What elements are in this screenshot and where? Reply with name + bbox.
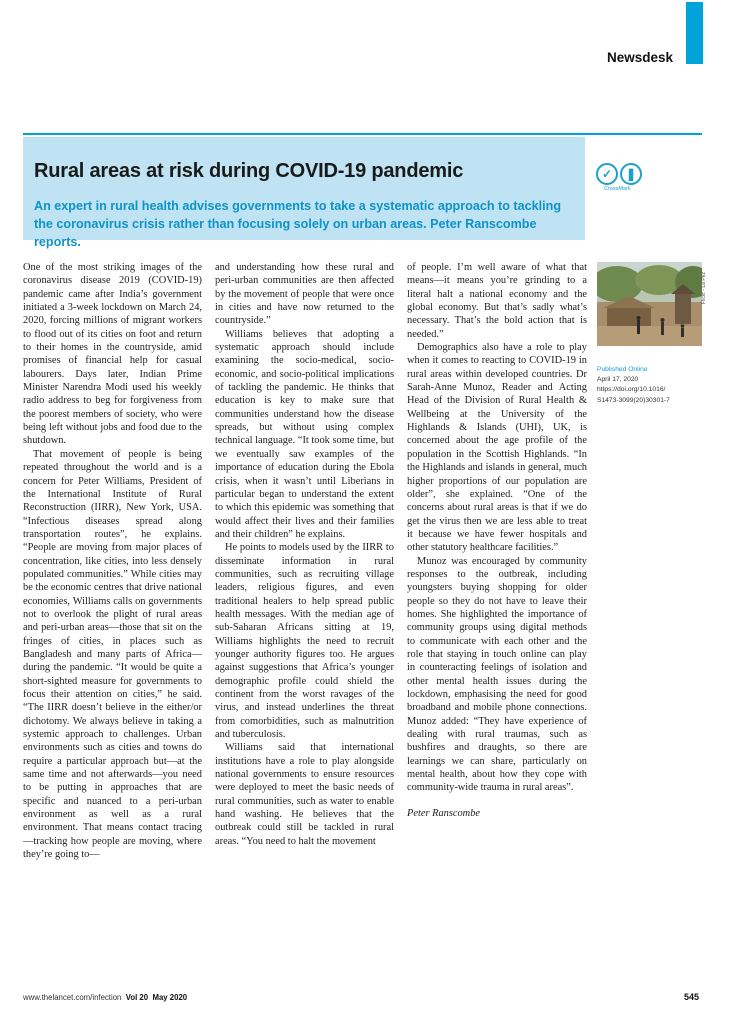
section-label: Newsdesk	[606, 50, 673, 65]
article-photo	[597, 262, 702, 346]
section-tab-marker	[686, 2, 703, 64]
check-updates-icon[interactable]: ✓	[596, 163, 618, 185]
paragraph: Williams believes that adopting a systematic approach should include examining the socio-medical, socio-economic, and socio-political implications of tackling the pandemic. He thinks that education is key to make sure that communities understand how the disease spreads, but without using complex technical language. “It took some time, but we eventually saw examples of the importance of education during the Ebola crisis, when it wasn’t until Liberians in particular began to understand the extent to which this epidemic was something that would affect their lives and their families and their children” he explains.	[215, 328, 394, 540]
journal-url[interactable]: www.thelancet.com/infection	[23, 993, 122, 1002]
paragraph: and understanding how these rural and peri-urban communities are then affected by the movement of people that were once in cities and have now returned to the countryside.”	[215, 262, 394, 327]
photo-credit: Flickr - La Pez	[701, 272, 707, 304]
bookmark-icon[interactable]: ❚	[620, 163, 642, 185]
paragraph: Munoz was encouraged by community responses to the outbreak, including youngsters buying shopping for older people so they do not have to leave their homes. She highlighted the importance of community groups using digital methods to communicate with each other and the role that staying in touch online can play in counteracting feelings of isolation and other mental health issues during the lockdown, emphasising the need for good broadband and mobile phone connections. Munoz added: “They have experience of dealing with rural traumas, such as bushfires and draughts, so there are learnings we can share, particularly on mental health, about how they cope with community-wide trauma in rural areas”.	[407, 555, 587, 794]
author-byline: Peter Ranscombe	[407, 807, 480, 819]
page-footer	[23, 993, 187, 1002]
body-column-2	[215, 261, 394, 848]
page-number: 545	[683, 992, 699, 1002]
published-line	[597, 365, 707, 375]
article-title: Rural areas at risk during COVID-19 pandemic	[34, 160, 464, 182]
volume: Vol 20	[125, 993, 149, 1002]
paragraph: Williams said that international institutions have a role to play alongside national governments to ensure resources were deployed to meet the basic needs of rural communities, such as water to enable hand washing. He believes that the outbreak could still be tackled in rural areas. “You need to halt the movement	[215, 742, 394, 847]
body-column-3	[407, 261, 587, 820]
paragraph: One of the most striking images of the coronavirus disease 2019 (COVID-19) pandemic came after India’s government initiated a 3-week lockdown on March 24, 2020, forcing millions of migrant workers to flood out of its cities on foot and return to their homes in the countryside, amid promises of financial help for casual labourers. Days later, Indian Prime Minister Narendra Modi used his weekly radio address to beg for forgiveness from the poorest members of society, who were being left without jobs and food due to the shutdown.	[23, 262, 202, 447]
publication-info	[597, 365, 707, 406]
doi-link[interactable]: https://doi.org/10.1016/	[597, 386, 666, 394]
article-standfirst: An expert in rural health advises governments to take a systematic approach to tackling the coronavirus crisis rather than focusing solely on urban areas. Peter Ranscombe reports.	[34, 199, 562, 249]
header-rule	[23, 133, 702, 135]
paragraph: He points to models used by the IIRR to disseminate information in rural communities, such as recruiting village leaders, religious figures, and even traditional healers to help spread public health messages. With the median age of sub-Saharan Africans sitting at 19, Williams highlights the need to recruit younger authority figures too. He argues against suggestions that Africa’s younger demographic profile could shield the continent from the worst ravages of the virus, and instead underlines the threat from comorbidities, such as malnutrition and tuberculosis.	[215, 542, 394, 741]
doi-id[interactable]: S1473-3099(20)30301-7	[597, 396, 670, 404]
village-scene-image	[597, 262, 702, 346]
crossmark-label: CrossMark	[604, 186, 631, 192]
paragraph: That movement of people is being repeated throughout the world and is a concern for Peter Williams, President of the International Institute of Rural Reconstruction (IIRR), New York, USA. “Infectious diseases spread along transportation routes”, he explains. “People are moving from major places of concentration, like cities, into less densely populated communities.” While cities may be the economic centres that drive national economies, Williams calls on governments not to overlook the plight of rural areas and peri-urban areas—those that sit on the fringes of cities, in places such as Bangladesh and many parts of Africa—during the pandemic. “It would be quite a short-sighted measure for governments to focus their attention on cities,” he said. “The IIRR doesn’t believe in the either/or dichotomy. We always believe in taking a systemic approach to challenges. Urban environments such as cities and towns do require a particular approach but—at the same time and not afterwards—you need to be putting in approaches that are specific and nuanced to a peri-urban environment as well as a rural environment. That means contact tracing—tracking how people are moving, where they’re going to—	[23, 448, 202, 861]
published-online: Online	[628, 366, 648, 373]
paragraph: Demographics also have a role to play when it comes to reacting to COVID-19 in rural areas within developed countries. Dr Sarah-Anne Munoz, Reader and Acting Head of the Division of Rural Health & Wellbeing at the University of the Highlands & Islands (UHI), UK, is concerned about the age profile of the population in the Scottish Highlands. “In the Highlands and islands in general, much higher proportions of our population are older”, she explained. “One of the concerns about rural areas is that if we do get the virus then we are less able to treat it because we have fewer hospitals and other statutory healthcare facilities.”	[407, 342, 587, 554]
published-label: Published	[597, 366, 627, 373]
paragraph: of people. I’m well aware of what that means—it means you’re grinding to a literal halt a national economy and the global economy. But that’s sadly what’s necessary. That’s the bold action that is needed.”	[407, 262, 587, 340]
issue-date: May 2020	[152, 993, 188, 1002]
published-date: April 17, 2020	[597, 376, 639, 384]
body-column-1	[23, 261, 202, 861]
